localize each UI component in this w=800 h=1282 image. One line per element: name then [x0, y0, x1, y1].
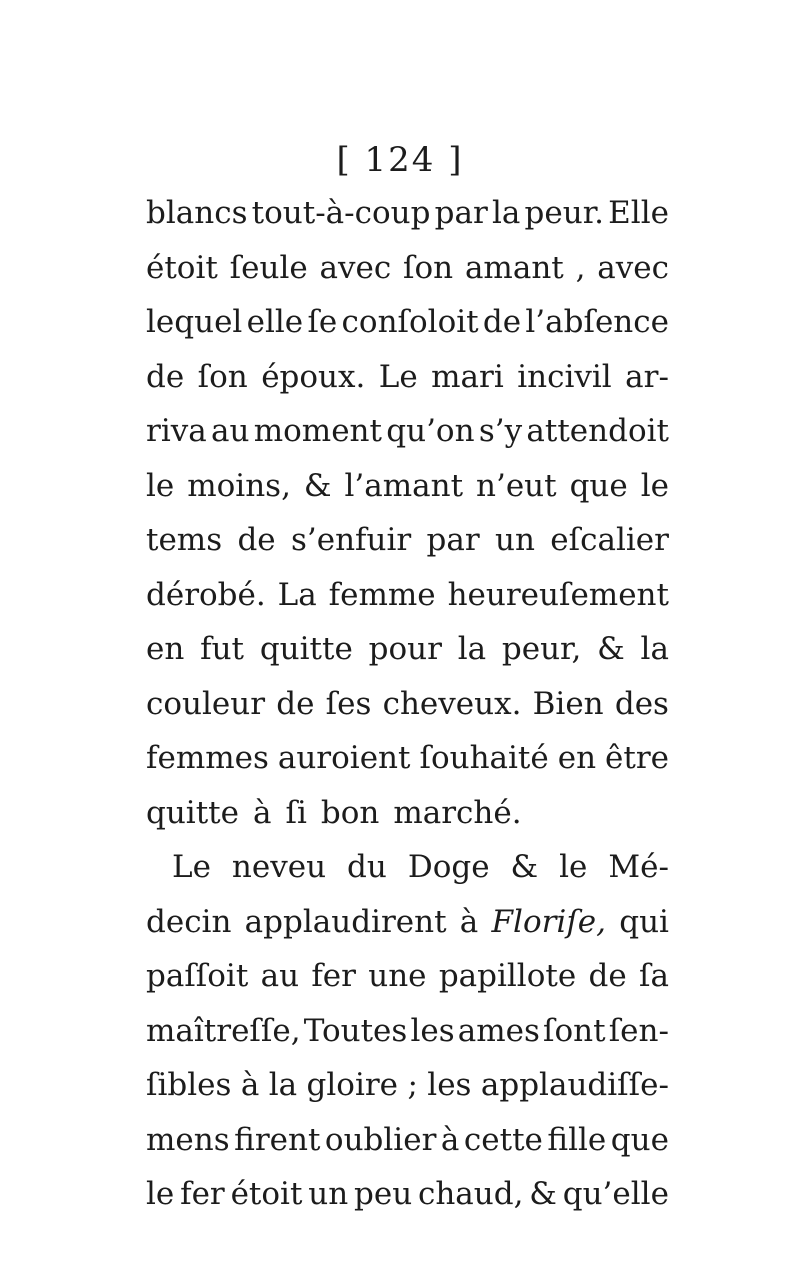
text-word: Le	[378, 358, 418, 395]
text-word: qui	[619, 903, 669, 940]
text-line	[146, 731, 669, 786]
text-word: par	[426, 522, 480, 558]
text-word: moins,	[187, 467, 291, 504]
text-word: de	[237, 522, 276, 558]
text-word: tout-à-coup	[251, 195, 431, 231]
text-line	[146, 786, 669, 841]
text-word: la	[268, 1067, 298, 1103]
text-word: fut	[200, 631, 245, 667]
text-word: l’amant	[344, 467, 464, 504]
text-word: bon	[320, 794, 380, 831]
text-word: être	[605, 740, 669, 776]
text-word: incivil	[517, 358, 612, 395]
text-line	[146, 840, 669, 895]
text-word: applaudiſſe-	[480, 1067, 669, 1103]
text-word: le	[640, 467, 669, 504]
text-word: fer	[311, 958, 356, 994]
text-word: Le	[172, 849, 211, 885]
text-word: en	[557, 740, 597, 776]
text-word: à	[440, 1121, 460, 1158]
text-word: étoit	[230, 1176, 303, 1212]
text-word: conſoloit	[341, 304, 479, 340]
text-word: qu’elle	[562, 1176, 669, 1212]
text-word: ſouhaité	[419, 740, 549, 776]
text-line	[146, 949, 669, 1004]
text-word: fer	[180, 1176, 225, 1212]
text-word: de	[146, 358, 185, 395]
text-word: que	[569, 467, 628, 504]
text-word: &	[597, 631, 625, 667]
text-word: firent	[234, 1121, 321, 1158]
text-word: paſſoit	[146, 958, 249, 994]
text-word: peur.	[524, 195, 604, 231]
text-word: de	[588, 958, 627, 994]
text-word: Floriſe,	[491, 903, 607, 940]
text-word: s’y	[478, 413, 523, 449]
text-line	[146, 404, 669, 459]
text-word: tems	[146, 522, 223, 558]
text-word: une	[368, 958, 427, 994]
text-word: au	[260, 958, 300, 994]
text-line	[146, 186, 669, 241]
text-word: riva	[146, 413, 207, 449]
text-word: qu’on	[386, 413, 475, 449]
text-word: Bien	[532, 685, 604, 722]
text-word: neveu	[231, 849, 327, 885]
text-word: ;	[407, 1067, 418, 1103]
text-word: oublier	[324, 1121, 437, 1158]
text-word: ſi	[285, 794, 307, 831]
text-word: ſes	[325, 685, 372, 722]
text-word: la	[457, 631, 487, 667]
text-line	[146, 350, 669, 405]
text-word: Doge	[407, 849, 490, 885]
text-word: ,	[575, 249, 586, 286]
text-word: pour	[368, 631, 442, 667]
text-word: le	[559, 849, 588, 885]
text-word: les	[427, 1067, 472, 1103]
text-word: dérobé.	[146, 576, 266, 613]
text-word: La	[277, 576, 317, 613]
page-number: [ 124 ]	[336, 140, 464, 180]
text-word: marché.	[393, 794, 522, 831]
text-word: avec	[319, 249, 392, 286]
text-line	[146, 1004, 669, 1059]
text-word: ſon	[403, 249, 454, 286]
text-word: attendoit	[526, 413, 669, 449]
text-word: ſeule	[229, 249, 308, 286]
text-word: applaudirent	[244, 903, 447, 940]
text-word: papillote	[438, 958, 577, 994]
text-word: la	[640, 631, 669, 667]
text-word: couleur	[146, 685, 266, 722]
text-line	[146, 677, 669, 732]
text-word: la	[491, 195, 521, 231]
text-word: lequel	[146, 304, 243, 340]
text-word: Elle	[608, 195, 669, 231]
text-word: un	[308, 1176, 349, 1212]
text-word: &	[529, 1176, 557, 1212]
text-word: eſcalier	[550, 522, 669, 558]
text-word: cette	[463, 1121, 543, 1158]
text-word: femmes	[146, 740, 269, 776]
text-word: époux.	[261, 358, 366, 395]
text-word: Toutes	[303, 1012, 408, 1049]
text-line	[146, 1058, 669, 1113]
text-word: n’eut	[476, 467, 557, 504]
text-word: les	[410, 1012, 455, 1049]
text-word: avec	[597, 249, 669, 286]
text-word: maîtreſſe,	[146, 1012, 301, 1049]
text-line	[146, 1113, 669, 1168]
text-word: du	[347, 849, 387, 885]
text-word: par	[434, 195, 488, 231]
text-word: que	[610, 1121, 669, 1158]
text-word: peur,	[501, 631, 582, 667]
text-word: &	[510, 849, 539, 885]
text-word: le	[146, 1176, 175, 1212]
text-word: un	[495, 522, 535, 558]
text-word: ſe	[307, 304, 338, 340]
text-word: ſibles	[146, 1067, 232, 1103]
text-word: ames	[457, 1012, 540, 1049]
text-word: &	[303, 467, 332, 504]
text-word: ſen-	[608, 1012, 669, 1049]
text-word: à	[253, 794, 272, 831]
text-word: le	[146, 467, 175, 504]
text-word: en	[146, 631, 185, 667]
body-text	[146, 186, 669, 1222]
text-line	[146, 295, 669, 350]
text-word: quitte	[146, 794, 239, 831]
text-line	[146, 513, 669, 568]
text-word: elle	[246, 304, 304, 340]
text-word: mari	[431, 358, 504, 395]
text-line	[146, 1167, 669, 1222]
text-word: moment	[253, 413, 382, 449]
text-word: blancs	[146, 195, 248, 231]
text-line	[146, 459, 669, 514]
text-word: quitte	[259, 631, 353, 667]
text-word: heureuſement	[447, 576, 669, 613]
text-word: à	[240, 1067, 260, 1103]
text-word: chaud,	[417, 1176, 524, 1212]
text-word: peu	[354, 1176, 413, 1212]
text-word: fille	[547, 1121, 607, 1158]
text-word: gloire	[306, 1067, 399, 1103]
text-word: auroient	[277, 740, 411, 776]
text-word: amant	[464, 249, 564, 286]
text-word: s’enfuir	[290, 522, 412, 558]
text-line	[146, 241, 669, 296]
text-word: femme	[328, 576, 436, 613]
text-word: étoit	[146, 249, 218, 286]
text-line	[146, 622, 669, 677]
text-word: à	[459, 903, 479, 940]
text-word: ſon	[197, 358, 248, 395]
text-word: Mé-	[608, 849, 669, 885]
text-word: de	[482, 304, 522, 340]
text-word: ar-	[625, 358, 669, 395]
text-line	[146, 568, 669, 623]
text-word: cheveux.	[382, 685, 522, 722]
text-word: de	[276, 685, 315, 722]
text-word: des	[614, 685, 669, 722]
text-word: l’abſence	[525, 304, 669, 340]
text-word: decin	[146, 903, 232, 940]
text-word: ſa	[638, 958, 669, 994]
text-word: mens	[146, 1121, 230, 1158]
text-word: ſont	[543, 1012, 606, 1049]
text-line	[146, 895, 669, 950]
text-word: au	[211, 413, 250, 449]
